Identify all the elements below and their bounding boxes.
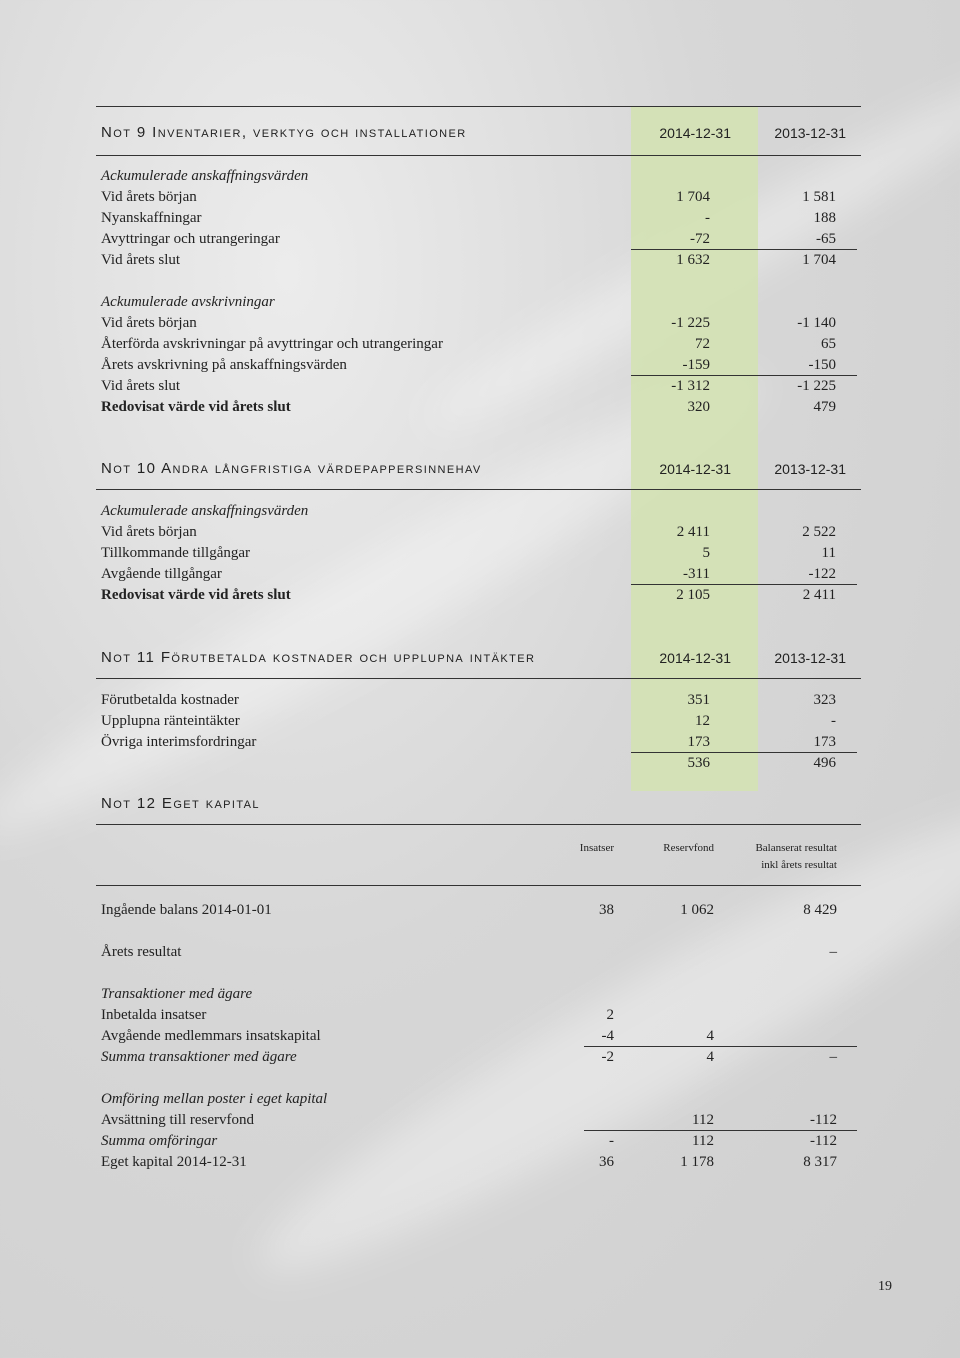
sum-underline xyxy=(631,752,857,753)
sum-underline xyxy=(584,1046,857,1047)
value-2014: -72 xyxy=(690,231,710,247)
row-label: Övriga interimsfordringar xyxy=(101,734,257,750)
value-insatser: 2 xyxy=(606,1007,614,1023)
row-label: Summa omföringar xyxy=(101,1133,218,1149)
value-2014: 72 xyxy=(695,336,710,352)
note12-title: Not 12 Eget kapital xyxy=(101,795,260,812)
value-2013: -1 140 xyxy=(797,315,836,331)
value-2013: 65 xyxy=(821,336,836,352)
value-2014: 5 xyxy=(702,545,710,561)
row-label: Eget kapital 2014-12-31 xyxy=(101,1154,247,1170)
value-insatser: - xyxy=(609,1133,614,1149)
row-label: Ingående balans 2014-01-01 xyxy=(101,902,272,918)
value-insatser: 36 xyxy=(599,1154,614,1170)
note10-col2-header: 2013-12-31 xyxy=(774,461,846,477)
value-reservfond: 112 xyxy=(692,1133,714,1149)
row-label: Avsättning till reservfond xyxy=(101,1112,255,1128)
value-2013: 2 522 xyxy=(802,524,836,540)
value-2014: 173 xyxy=(687,734,710,750)
row-label: Vid årets början xyxy=(101,189,197,205)
value-2014: 12 xyxy=(695,713,710,729)
row-label: Summa transaktioner med ägare xyxy=(101,1049,297,1065)
row-label: Redovisat värde vid årets slut xyxy=(101,399,291,415)
value-2013: 188 xyxy=(813,210,836,226)
value-balanserat: – xyxy=(829,1049,837,1065)
value-reservfond: 4 xyxy=(706,1049,714,1065)
value-balanserat: – xyxy=(829,944,837,960)
row-label: Vid årets slut xyxy=(101,378,181,394)
row-label: Omföring mellan poster i eget kapital xyxy=(101,1091,328,1107)
value-2013: 11 xyxy=(821,545,836,561)
value-2013: 479 xyxy=(813,399,836,415)
row-label: Återförda avskrivningar på avyttringar och utrangeringar xyxy=(101,336,443,352)
value-2013: 2 411 xyxy=(802,587,836,603)
value-2014: - xyxy=(705,210,710,226)
value-2013: -65 xyxy=(816,231,836,247)
row-label: Årets resultat xyxy=(101,944,182,960)
section-rule xyxy=(96,106,861,107)
value-reservfond: 1 178 xyxy=(680,1154,714,1170)
value-balanserat: 8 317 xyxy=(803,1154,837,1170)
value-reservfond: 4 xyxy=(706,1028,714,1044)
section-rule xyxy=(96,678,861,679)
section-rule xyxy=(96,489,861,490)
note10-col1-header: 2014-12-31 xyxy=(659,461,731,477)
value-2014: 2 411 xyxy=(676,524,710,540)
row-label: Förutbetalda kostnader xyxy=(101,692,239,708)
value-2014: 1 704 xyxy=(676,189,710,205)
row-label: Inbetalda insatser xyxy=(101,1007,207,1023)
note11-title: Not 11 Förutbetalda kostnader och upplupna intäkter xyxy=(101,649,536,666)
value-2013: -1 225 xyxy=(797,378,836,394)
note10-title: Not 10 Andra långfristiga värdepappersinnehav xyxy=(101,460,482,477)
row-label: Upplupna ränteintäkter xyxy=(101,713,240,729)
row-label: Ackumulerade anskaffningsvärden xyxy=(101,503,309,519)
section-rule xyxy=(96,155,861,156)
row-label: Ackumulerade avskrivningar xyxy=(101,294,275,310)
value-2014: -159 xyxy=(682,357,710,373)
col-header-balanserat: Balanserat resultat xyxy=(755,842,837,854)
sum-underline xyxy=(584,1130,857,1131)
col-header-balanserat-sub: inkl årets resultat xyxy=(761,859,837,871)
row-label: Vid årets slut xyxy=(101,252,181,268)
value-reservfond: 1 062 xyxy=(680,902,714,918)
row-label: Tillkommande tillgångar xyxy=(101,545,251,561)
value-balanserat: -112 xyxy=(810,1112,837,1128)
total-2014: 536 xyxy=(687,755,710,771)
sum-underline xyxy=(631,249,857,250)
note11-col2-header: 2013-12-31 xyxy=(774,650,846,666)
row-label: Avgående medlemmars insatskapital xyxy=(101,1028,321,1044)
value-2014: 351 xyxy=(687,692,710,708)
col-header-reservfond: Reservfond xyxy=(663,842,714,854)
page-number: 19 xyxy=(878,1279,892,1294)
value-balanserat: -112 xyxy=(810,1133,837,1149)
sum-underline xyxy=(631,375,857,376)
value-2013: - xyxy=(831,713,836,729)
note9-col1-header: 2014-12-31 xyxy=(659,125,731,141)
row-label: Avyttringar och utrangeringar xyxy=(101,231,280,247)
value-2014: 1 632 xyxy=(676,252,710,268)
row-label: Redovisat värde vid årets slut xyxy=(101,587,291,603)
sum-underline xyxy=(631,584,857,585)
total-2013: 496 xyxy=(813,755,836,771)
value-2013: -150 xyxy=(808,357,836,373)
value-2013: -122 xyxy=(808,566,836,582)
note9-col2-header: 2013-12-31 xyxy=(774,125,846,141)
value-2014: 320 xyxy=(687,399,710,415)
value-2014: -311 xyxy=(683,566,710,582)
row-label: Nyanskaffningar xyxy=(101,210,202,226)
value-2013: 323 xyxy=(813,692,836,708)
note11-col1-header: 2014-12-31 xyxy=(659,650,731,666)
row-label: Ackumulerade anskaffningsvärden xyxy=(101,168,309,184)
row-label: Årets avskrivning på anskaffningsvärden xyxy=(101,357,347,373)
note9-title: Not 9 Inventarier, verktyg och installationer xyxy=(101,124,467,141)
value-insatser: -4 xyxy=(601,1028,614,1044)
value-2014: -1 225 xyxy=(671,315,710,331)
row-label: Vid årets början xyxy=(101,524,197,540)
value-reservfond: 112 xyxy=(692,1112,714,1128)
value-insatser: 38 xyxy=(599,902,614,918)
value-2013: 1 704 xyxy=(802,252,836,268)
value-insatser: -2 xyxy=(601,1049,614,1065)
row-label: Transaktioner med ägare xyxy=(101,986,253,1002)
value-2013: 173 xyxy=(813,734,836,750)
value-2014: 2 105 xyxy=(676,587,710,603)
col-header-insatser: Insatser xyxy=(579,842,614,854)
section-rule xyxy=(96,824,861,825)
section-rule xyxy=(96,885,861,886)
row-label: Avgående tillgångar xyxy=(101,566,222,582)
row-label: Vid årets början xyxy=(101,315,197,331)
value-2013: 1 581 xyxy=(802,189,836,205)
value-2014: -1 312 xyxy=(671,378,710,394)
value-balanserat: 8 429 xyxy=(803,902,837,918)
